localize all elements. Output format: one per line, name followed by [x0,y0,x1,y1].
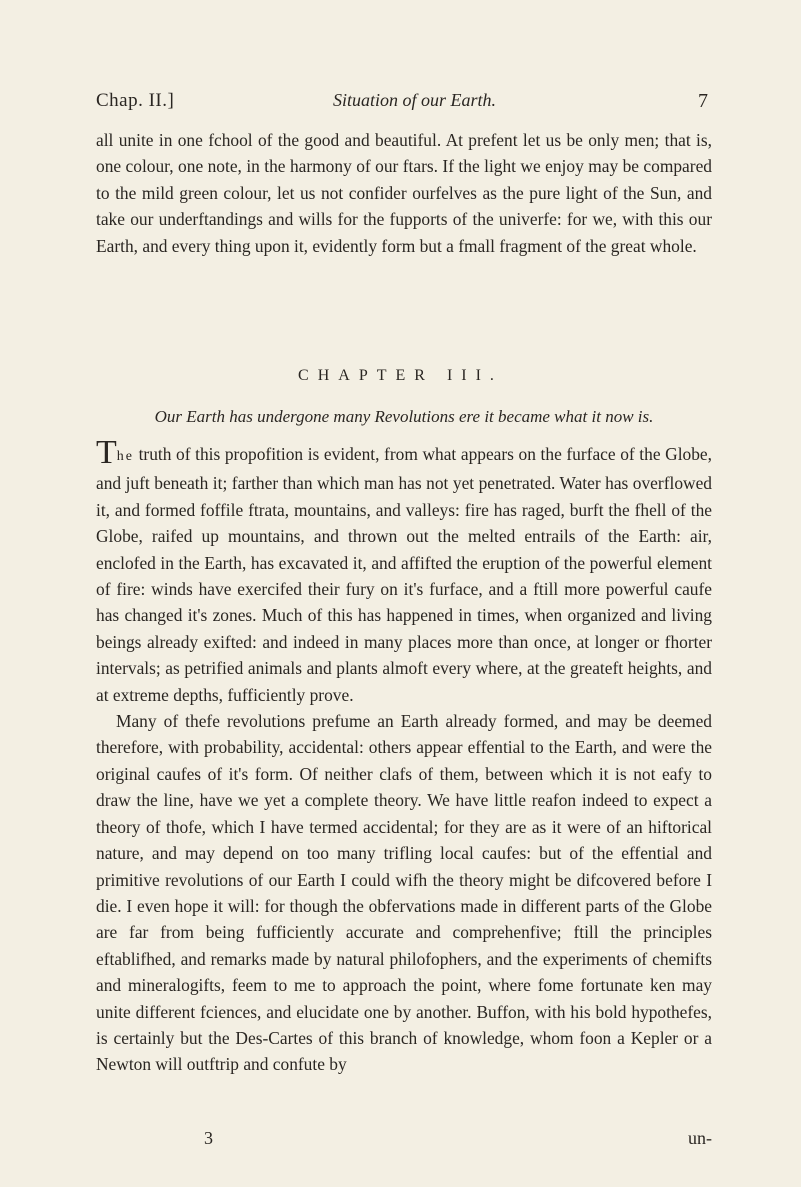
chapter-heading: CHAPTER III. [298,367,503,384]
paragraph-1-text: truth of this propofition is evident, from what appears on the furface of the Globe, and juft beneath it; farther than which man has not yet penetrated. Water has overflowed it, and formed foffile ftrata, mountains, and valleys: fire has raged, burft the fhell of the Globe, raifed up mountains, and thrown out the melted entrails of the Earth: air, enclofed in the Earth, has excavated it, and affifted the eruption of the powerful element of fire: winds have exercifed their fury on it's furface, and a ftill more powerful caufe has changed it's zones. Much of this has happened in times, when organized and living beings already exifted: and indeed in many places more than once, at longer or fhorter intervals; as petrified animals and plants almoft every where, at the greateft heights, and at extreme depths, fufficiently prove. [96,444,712,705]
chapter-label: Chap. II.] [96,90,175,111]
small-caps-opening: he [116,449,134,464]
chapter-subtitle: Our Earth has undergone many Revolutions ere it became what it now is. [154,407,654,426]
paragraph-2: Many of thefe revolutions prefume an Earth already formed, and may be deemed therefore, with probability, accidental: others appear effential to the Earth, and were the original caufes of it's form. Of neither clafs of them, between which it is not eafy to draw the line, have we yet a complete theory. We have little reafon indeed to expect a theory of thofe, which I have termed accidental; for they are as it were of an hiftorical nature, and may depend on too many trifling local caufes: but of the effential and primitive revolutions of our Earth I could wifh the theory might be difcovered before I die. I even hope it will: for though the obfervations made in different parts of the Globe are far from being fufficiently accurate and comprehenfive; ftill the principles eftablifhed, and remarks made by natural philofophers, and the experiments of chemifts and mineralogifts, feem to me to approach the point, where fome fortunate ken may unite different fciences, and elucidate one by another. Buffon, with his bold hypothefes, is certainly but the Des-Cartes of this branch of knowledge, whom foon a Kepler or a Newton will outftrip and confute by [96,711,712,1075]
running-title: Situation of our Earth. [333,90,497,110]
continued-paragraph: all unite in one fchool of the good and beautiful. At prefent let us be only men; that is, one colour, one note, in the harmony of our ftars. If the light we enjoy may be compared to the mild green colour, let us not confider ourfelves as the pure light of the Sun, and take our underftandings and wills for the fupports of the univerfe: for we, with this our Earth, and every thing upon it, evidently form but a fmall fragment of the great whole. [96,130,712,256]
page-footer [96,1128,712,1152]
catchword: un- [688,1128,712,1148]
page-number: 7 [698,90,708,112]
chapter-body [96,434,712,1078]
paragraph-1 [96,434,712,708]
signature-mark: 3 [204,1128,213,1148]
drop-cap: T [96,434,117,471]
running-header [96,90,708,114]
